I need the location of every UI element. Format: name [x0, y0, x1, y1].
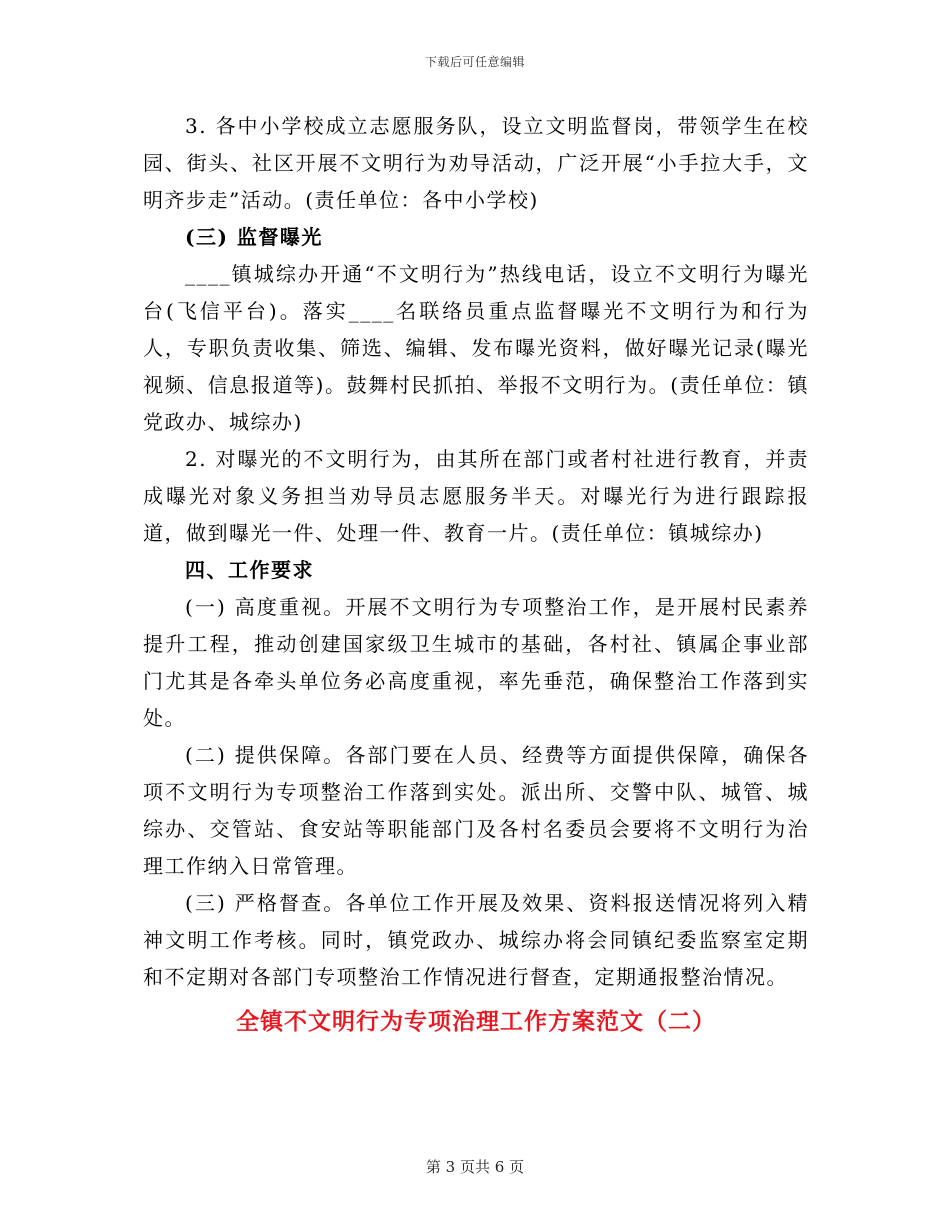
paragraph-requirement-2: (二) 提供保障。各部门要在人员、经费等方面提供保障，确保各项不文明行为专项整治工作落到实处。派出所、交警中队、城管、城综办、交管站、食安站等职能部门及各村名委员会要将不文明行为治理工作纳入日常管理。 [143, 743, 809, 878]
paragraph-requirement-3: (三) 严格督查。各单位工作开展及效果、资料报送情况将列入精神文明工作考核。同时，镇党政办、城综办将会同镇纪委监察室定期和不定期对各部门专项整治工作情况进行督查，定期通报整治情况。 [143, 891, 809, 989]
paragraph-requirement-1: (一) 高度重视。开展不文明行为专项整治工作，是开展村民素养提升工程，推动创建国家级卫生城市的基础，各村社、镇属企事业部门尤其是各牵头单位务必高度重视，率先垂范，确保整治工作落到实处。 [143, 595, 809, 730]
paragraph-item-2: 2. 对曝光的不文明行为，由其所在部门或者村社进行教育，并责成曝光对象义务担当劝导员志愿服务半天。对曝光行为进行跟踪报道，做到曝光一件、处理一件、教育一片。(责任单位：镇城综办) [143, 447, 809, 545]
section-heading-supervision: (三) 监督曝光 [185, 225, 323, 249]
document-body [143, 108, 809, 1041]
page-header: 下载后可任意编辑 [424, 55, 525, 69]
page-number: 第 3 页共 6 页 [425, 1158, 525, 1176]
document-title: 全镇不文明行为专项治理工作方案范文（二） [236, 1009, 716, 1035]
paragraph-hotline: ____镇城综办开通“不文明行为”热线电话，设立不文明行为曝光台(飞信平台)。落实____名联络员重点监督曝光不文明行为和行为人，专职负责收集、筛选、编辑、发布曝光资料，做好曝光记录(曝光视频、信息报道等)。鼓舞村民抓拍、举报不文明行为。(责任单位：镇党政办、城综办) [143, 262, 809, 434]
section-heading-requirements: 四、工作要求 [185, 558, 314, 582]
paragraph-item-3: 3. 各中小学校成立志愿服务队，设立文明监督岗，带领学生在校园、街头、社区开展不文明行为劝导活动，广泛开展“小手拉大手，文明齐步走”活动。(责任单位：各中小学校) [143, 114, 809, 212]
